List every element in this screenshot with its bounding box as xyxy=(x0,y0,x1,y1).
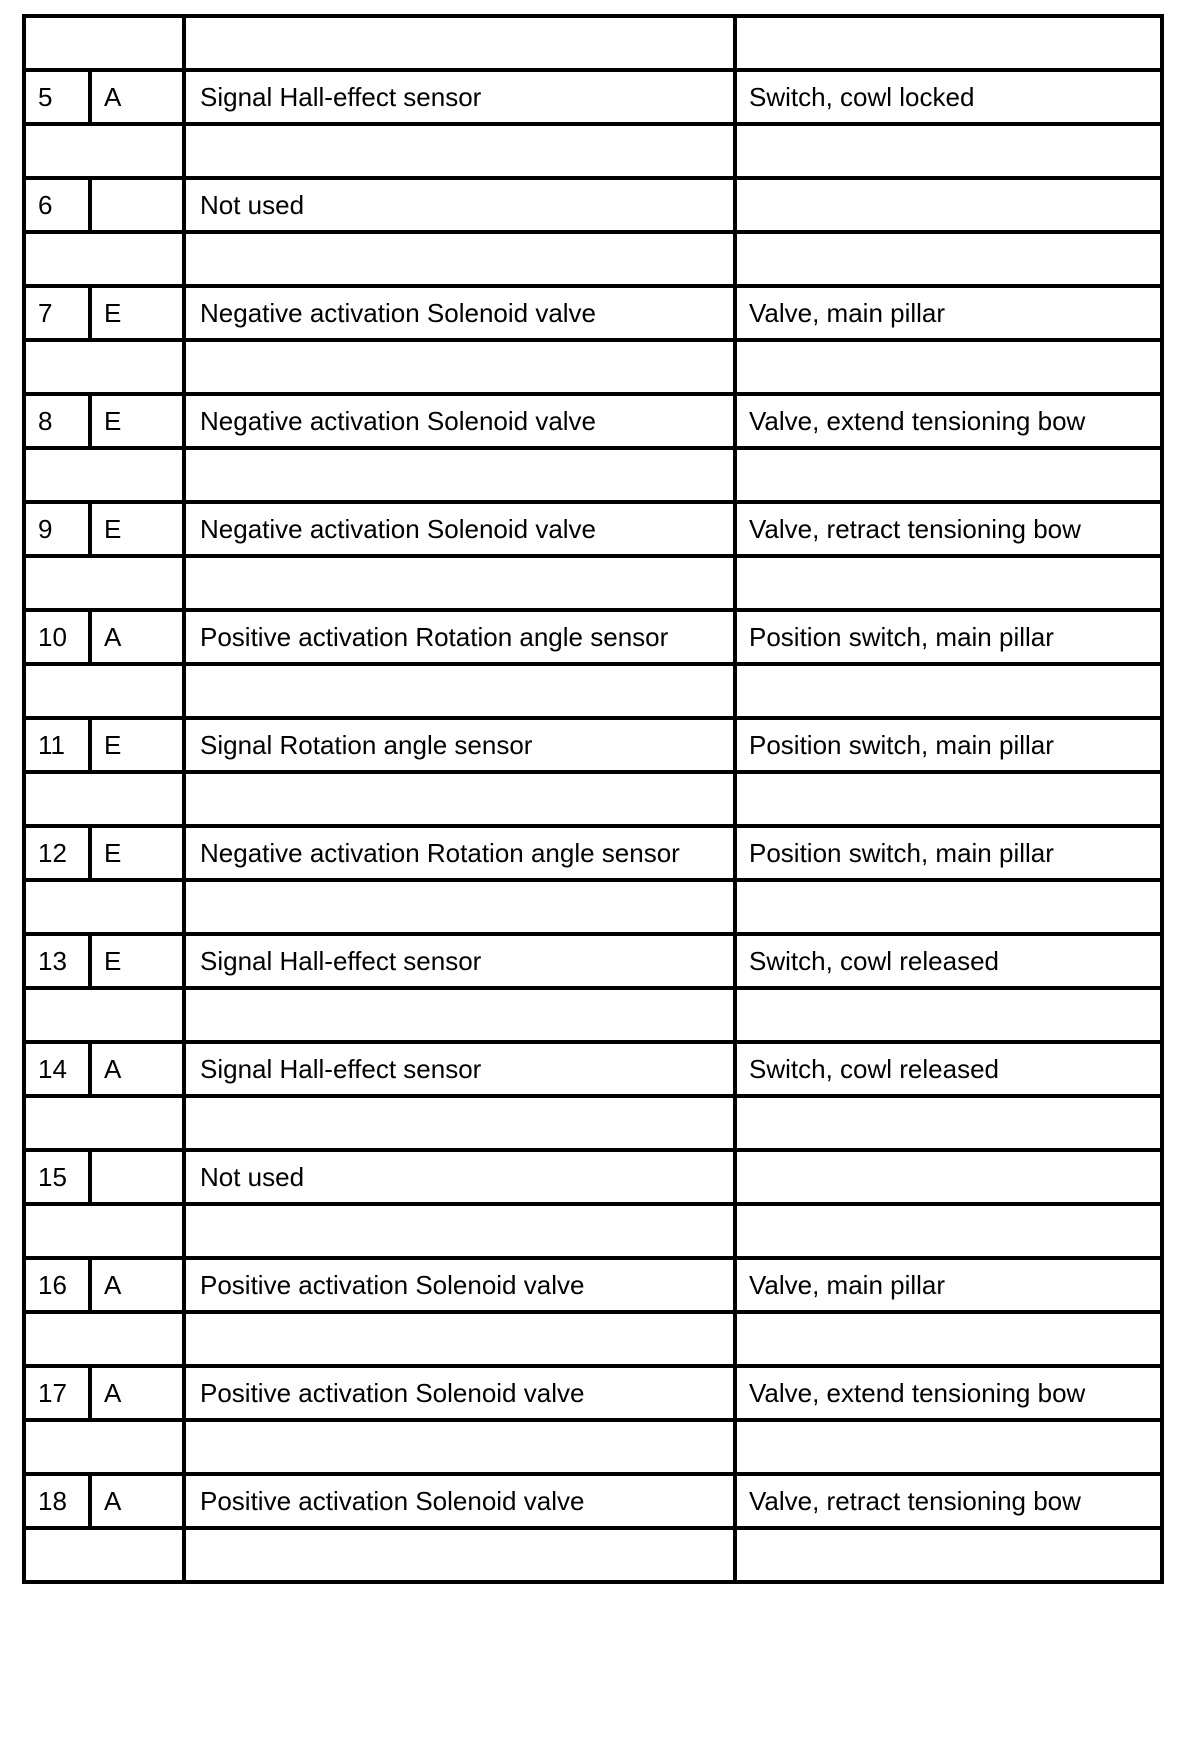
pin-number: 5 xyxy=(24,70,90,124)
pin-number: 8 xyxy=(24,394,90,448)
spacer-row xyxy=(24,1528,1162,1582)
empty-cell xyxy=(184,340,735,394)
empty-cell xyxy=(184,1096,735,1150)
table-row xyxy=(24,286,1162,340)
signal-direction: E xyxy=(90,286,184,340)
component-name: Valve, main pillar xyxy=(735,286,1162,340)
spacer-row xyxy=(24,124,1162,178)
signal-direction: A xyxy=(90,1474,184,1528)
empty-cell xyxy=(24,124,184,178)
empty-cell xyxy=(735,448,1162,502)
empty-cell xyxy=(184,1528,735,1582)
empty-cell xyxy=(735,1204,1162,1258)
table-row xyxy=(24,1042,1162,1096)
empty-cell xyxy=(735,340,1162,394)
empty-cell xyxy=(735,232,1162,286)
table-row xyxy=(24,1150,1162,1204)
signal-function: Negative activation Solenoid valve xyxy=(184,502,735,556)
spacer-row xyxy=(24,232,1162,286)
signal-direction: E xyxy=(90,718,184,772)
pin-number: 10 xyxy=(24,610,90,664)
empty-cell xyxy=(24,1312,184,1366)
pin-number: 13 xyxy=(24,934,90,988)
empty-cell xyxy=(735,556,1162,610)
empty-cell xyxy=(735,880,1162,934)
table-row xyxy=(24,610,1162,664)
table-row xyxy=(24,502,1162,556)
signal-direction: E xyxy=(90,394,184,448)
component-name: Switch, cowl released xyxy=(735,1042,1162,1096)
spacer-row xyxy=(24,1312,1162,1366)
signal-function: Positive activation Solenoid valve xyxy=(184,1366,735,1420)
empty-cell xyxy=(24,664,184,718)
signal-function: Signal Hall-effect sensor xyxy=(184,70,735,124)
empty-cell xyxy=(184,556,735,610)
signal-function: Negative activation Solenoid valve xyxy=(184,394,735,448)
component-name xyxy=(735,178,1162,232)
signal-direction: E xyxy=(90,826,184,880)
empty-cell xyxy=(24,448,184,502)
empty-cell xyxy=(184,16,735,70)
pin-number: 12 xyxy=(24,826,90,880)
signal-function: Signal Rotation angle sensor xyxy=(184,718,735,772)
empty-cell xyxy=(735,772,1162,826)
empty-cell xyxy=(184,988,735,1042)
signal-direction: A xyxy=(90,610,184,664)
signal-direction: A xyxy=(90,1042,184,1096)
table-row xyxy=(24,394,1162,448)
spacer-row xyxy=(24,772,1162,826)
table-row xyxy=(24,70,1162,124)
spacer-row xyxy=(24,1204,1162,1258)
empty-cell xyxy=(24,772,184,826)
empty-cell xyxy=(184,124,735,178)
signal-direction: A xyxy=(90,1258,184,1312)
empty-cell xyxy=(24,16,184,70)
empty-cell xyxy=(184,1312,735,1366)
component-name: Valve, retract tensioning bow xyxy=(735,1474,1162,1528)
pin-number: 11 xyxy=(24,718,90,772)
pin-number: 15 xyxy=(24,1150,90,1204)
component-name: Switch, cowl released xyxy=(735,934,1162,988)
signal-function: Positive activation Solenoid valve xyxy=(184,1258,735,1312)
table-row xyxy=(24,826,1162,880)
component-name: Position switch, main pillar xyxy=(735,826,1162,880)
component-name: Position switch, main pillar xyxy=(735,610,1162,664)
empty-cell xyxy=(24,232,184,286)
signal-direction: E xyxy=(90,502,184,556)
empty-cell xyxy=(24,340,184,394)
pin-number: 16 xyxy=(24,1258,90,1312)
spacer-row xyxy=(24,556,1162,610)
pin-number: 9 xyxy=(24,502,90,556)
component-name: Valve, main pillar xyxy=(735,1258,1162,1312)
empty-cell xyxy=(735,664,1162,718)
empty-cell xyxy=(184,448,735,502)
signal-function: Signal Hall-effect sensor xyxy=(184,1042,735,1096)
table-row xyxy=(24,934,1162,988)
table-row xyxy=(24,178,1162,232)
empty-cell xyxy=(24,1528,184,1582)
empty-cell xyxy=(735,1096,1162,1150)
component-name: Valve, extend tensioning bow xyxy=(735,394,1162,448)
signal-function: Not used xyxy=(184,1150,735,1204)
spacer-row xyxy=(24,448,1162,502)
pin-assignment-sheet xyxy=(22,14,1160,1584)
empty-cell xyxy=(24,1204,184,1258)
pin-assignment-table xyxy=(22,14,1164,1584)
empty-cell xyxy=(735,16,1162,70)
pin-number: 6 xyxy=(24,178,90,232)
signal-function: Not used xyxy=(184,178,735,232)
empty-cell xyxy=(184,1420,735,1474)
pin-number: 18 xyxy=(24,1474,90,1528)
pin-number: 14 xyxy=(24,1042,90,1096)
empty-cell xyxy=(24,556,184,610)
component-name: Valve, extend tensioning bow xyxy=(735,1366,1162,1420)
component-name: Position switch, main pillar xyxy=(735,718,1162,772)
empty-cell xyxy=(735,124,1162,178)
table-row xyxy=(24,1258,1162,1312)
spacer-row xyxy=(24,340,1162,394)
table-row xyxy=(24,1474,1162,1528)
signal-function: Positive activation Solenoid valve xyxy=(184,1474,735,1528)
signal-function: Negative activation Solenoid valve xyxy=(184,286,735,340)
pin-number: 17 xyxy=(24,1366,90,1420)
empty-cell xyxy=(184,880,735,934)
empty-cell xyxy=(24,880,184,934)
signal-direction: E xyxy=(90,934,184,988)
empty-cell xyxy=(184,772,735,826)
signal-direction xyxy=(90,178,184,232)
empty-cell xyxy=(184,664,735,718)
spacer-row xyxy=(24,880,1162,934)
table-row xyxy=(24,718,1162,772)
empty-cell xyxy=(24,988,184,1042)
spacer-row xyxy=(24,664,1162,718)
component-name: Valve, retract tensioning bow xyxy=(735,502,1162,556)
signal-direction: A xyxy=(90,70,184,124)
empty-cell xyxy=(735,1420,1162,1474)
component-name: Switch, cowl locked xyxy=(735,70,1162,124)
signal-direction: A xyxy=(90,1366,184,1420)
empty-cell xyxy=(184,232,735,286)
spacer-row xyxy=(24,1096,1162,1150)
table-row xyxy=(24,1366,1162,1420)
empty-cell xyxy=(24,1420,184,1474)
empty-cell xyxy=(24,1096,184,1150)
signal-function: Positive activation Rotation angle sensor xyxy=(184,610,735,664)
empty-cell xyxy=(735,1312,1162,1366)
empty-cell xyxy=(184,1204,735,1258)
signal-direction xyxy=(90,1150,184,1204)
spacer-row xyxy=(24,1420,1162,1474)
spacer-row xyxy=(24,988,1162,1042)
pin-number: 7 xyxy=(24,286,90,340)
empty-cell xyxy=(735,988,1162,1042)
spacer-row xyxy=(24,16,1162,70)
component-name xyxy=(735,1150,1162,1204)
empty-cell xyxy=(735,1528,1162,1582)
signal-function: Negative activation Rotation angle sensor xyxy=(184,826,735,880)
signal-function: Signal Hall-effect sensor xyxy=(184,934,735,988)
